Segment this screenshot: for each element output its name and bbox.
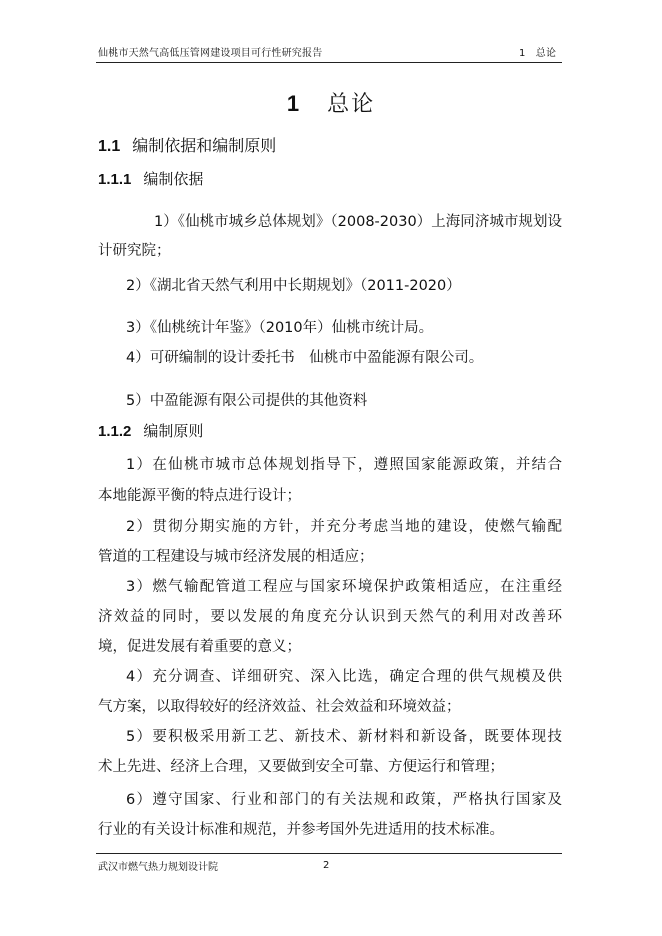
principle-5-line2: 术上先进、经济上合理，又要做到安全可靠、方便运行和管理；: [98, 759, 504, 775]
principle-6-line2: 行业的有关设计标准和规范，并参考国外先进适用的技术标准。: [98, 822, 504, 838]
footer-institute: 武汉市燃气热力规划设计院: [98, 862, 218, 873]
principle-2-line2: 管道的工程建设与城市经济发展的相适应；: [98, 549, 374, 565]
basis-item-1-line1: 1）《仙桃市城乡总体规划》（2008-2030）上海同济城市规划设: [154, 214, 562, 230]
section-number: 1.1.2: [98, 423, 132, 440]
section-number: 1.1: [98, 138, 121, 155]
principle-1-line1: 1）在仙桃市城市总体规划指导下，遵照国家能源政策，并结合: [126, 457, 562, 473]
section-heading-1-1-2: [98, 420, 203, 441]
principle-6-line1: 6）遵守国家、行业和部门的有关法规和政策，严格执行国家及: [126, 792, 562, 808]
basis-item-4: 4）可研编制的设计委托书 仙桃市中盈能源有限公司。: [126, 350, 484, 366]
principle-2-line1: 2）贯彻分期实施的方针，并充分考虑当地的建设，使燃气输配: [126, 519, 562, 535]
chapter-title: [0, 87, 662, 118]
section-heading-1-1-1: [98, 168, 203, 189]
principle-3-line2: 济效益的同时，要以发展的角度充分认识到天然气的利用对改善环: [98, 609, 562, 625]
basis-item-3: 3）《仙桃统计年鉴》（2010年）仙桃市统计局。: [126, 320, 434, 336]
section-number: 1.1.1: [98, 171, 132, 188]
basis-item-2: 2）《湖北省天然气利用中长期规划》（2011-2020）: [126, 278, 461, 294]
principle-5-line1: 5）要积极采用新工艺、新技术、新材料和新设备，既要体现技: [126, 729, 562, 745]
principle-1-line2: 本地能源平衡的特点进行设计；: [98, 488, 301, 504]
chapter-title-text: 总论: [327, 92, 376, 117]
section-title: 编制原则: [143, 422, 204, 440]
header-section: 1 总论: [519, 48, 557, 59]
section-title: 编制依据和编制原则: [132, 136, 277, 155]
section-title: 编制依据: [143, 170, 204, 188]
basis-item-5: 5）中盈能源有限公司提供的其他资料: [126, 393, 368, 409]
header-rule: [96, 62, 562, 63]
chapter-number: 1: [286, 91, 302, 116]
principle-3-line1: 3）燃气输配管道工程应与国家环境保护政策相适应，在注重经: [126, 579, 562, 595]
header-doc-title: 仙桃市天然气高低压管网建设项目可行性研究报告: [98, 48, 323, 59]
section-heading-1-1: [98, 133, 276, 156]
principle-4-line1: 4）充分调查、详细研究、深入比选，确定合理的供气规模及供: [126, 669, 562, 685]
principle-4-line2: 气方案，以取得较好的经济效益、社会效益和环境效益；: [98, 699, 461, 715]
footer-page-number: 2: [323, 860, 330, 871]
footer-rule: [96, 853, 562, 854]
principle-3-line3: 境，促进发展有着重要的意义；: [98, 639, 301, 655]
basis-item-1-line2: 计研究院；: [98, 243, 171, 259]
